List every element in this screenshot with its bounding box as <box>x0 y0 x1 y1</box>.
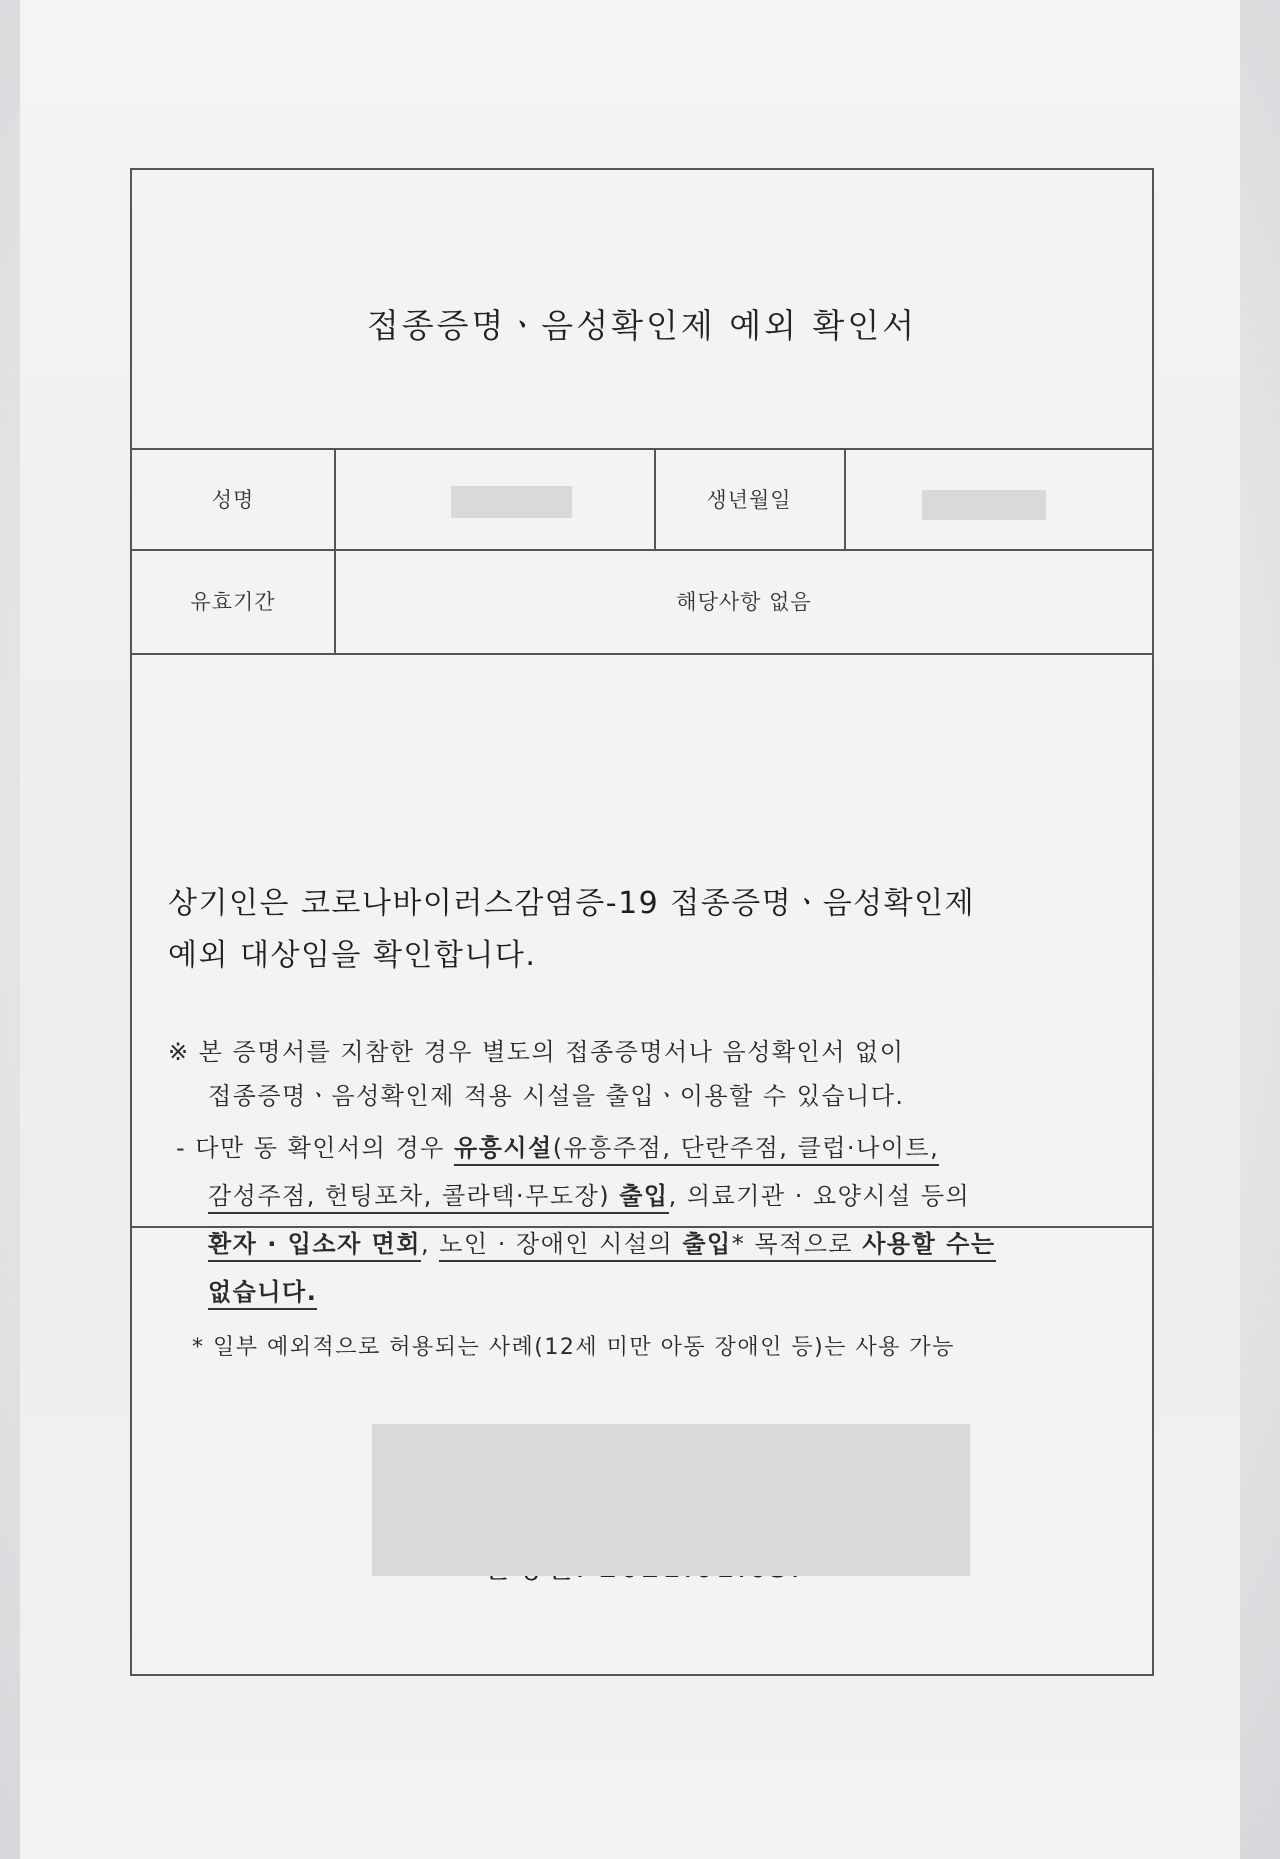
underlined-cannot-use: 사용할 수는 <box>862 1230 995 1262</box>
certificate-form <box>130 168 1154 1676</box>
note-separator: , <box>420 1230 440 1258</box>
note-medical-facilities: , 의료기관 · 요양시설 등의 <box>668 1182 971 1210</box>
name-value-cell <box>334 448 654 549</box>
note-line-2: 접종증명ㆍ음성확인제 적용 시설을 출입ㆍ이용할 수 있습니다. <box>208 1082 905 1110</box>
birth-value-cell <box>844 448 1154 549</box>
underlined-patient-visit: 환자 · 입소자 면회 <box>208 1230 421 1262</box>
underlined-entry: 출입 <box>619 1182 668 1214</box>
underlined-not-allowed: 없습니다. <box>208 1278 317 1310</box>
validity-label: 유효기간 <box>190 590 276 614</box>
underlined-facility-list-cont: 감성주점, 헌팅포차, 콜라텍·무도장) <box>208 1182 619 1214</box>
section-divider <box>132 1226 1152 1228</box>
underlined-facility-list: (유흥주점, 단란주점, 클럽·나이트, <box>553 1134 940 1166</box>
footnote: * 일부 예외적으로 허용되는 사례(12세 미만 아동 장애인 등)는 사용 가능 <box>192 1335 955 1360</box>
note-line-4 <box>208 1176 970 1211</box>
table-bottom-border <box>132 653 1152 655</box>
name-label: 성명 <box>211 487 255 512</box>
validity-value: 해당사항 없음 <box>676 590 812 614</box>
underlined-purpose: * 목적으로 <box>732 1230 863 1262</box>
note-prefix: - 다만 동 확인서의 경우 <box>176 1134 454 1162</box>
birth-label: 생년월일 <box>706 487 792 512</box>
note-line-6 <box>208 1272 317 1307</box>
redacted-name <box>451 486 572 518</box>
note-line-5 <box>208 1224 996 1259</box>
confirmation-statement <box>168 878 1102 982</box>
underlined-entry-2: 출입 <box>682 1230 731 1262</box>
redacted-issuer <box>372 1424 970 1576</box>
statement-line-2: 예외 대상임을 확인합니다. <box>168 938 537 973</box>
underlined-entertainment-facilities: 유흥시설 <box>454 1134 553 1166</box>
note-line-1: ※ 본 증명서를 지참한 경우 별도의 접종증명서나 음성확인서 없이 <box>168 1038 905 1066</box>
underlined-elderly-facilities: 노인 · 장애인 시설의 <box>439 1230 682 1262</box>
statement-line-1: 상기인은 코로나바이러스감염증-19 접종증명ㆍ음성확인제 <box>168 886 976 921</box>
note-line-3 <box>176 1128 939 1163</box>
redacted-birthdate <box>922 490 1046 520</box>
document-title: 접종증명ㆍ음성확인제 예외 확인서 <box>366 306 918 345</box>
